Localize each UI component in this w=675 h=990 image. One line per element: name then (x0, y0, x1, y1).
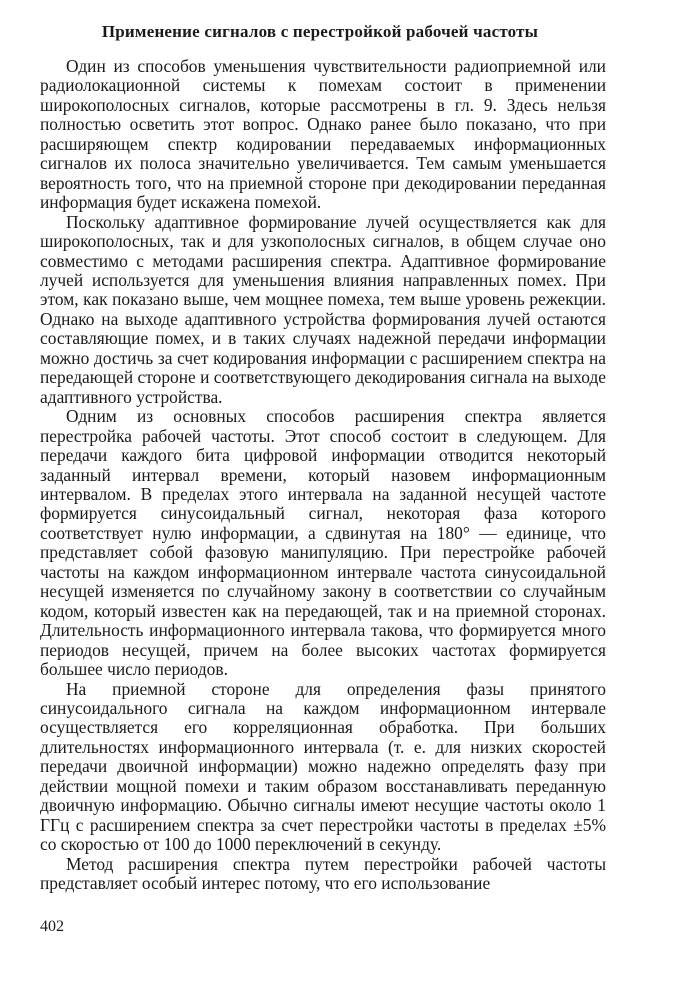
paragraph-1: Один из способов уменьшения чувствительности радиоприемной или радиолокационной системы к помехам состоит в применении широкополосных сигналов, которые рассмотрены в гл. 9. Здесь нельзя полностью осветить этот вопрос. Однако ранее было показано, что при расширяющем спектр кодировании передаваемых информационных сигналов их полоса значительно увеличивается. Тем самым уменьшается вероятность того, что на приемной стороне при декодировании переданная информация будет искажена помехой. (40, 56, 606, 213)
paragraph-5: Метод расширения спектра путем перестройки рабочей частоты представляет особый интерес потому, что его использование (40, 853, 606, 894)
paragraph-4: На приемной стороне для определения фазы принятого синусоидального сигнала на каждом информационном интервале осуществляется его корреляционная обработка. При больших длительностях информационного интервала (т. е. для низких скоростей передачи двоичной информации) можно надежно определять фазу при действии мощной помехи и таким образом восстанавливать переданную двоичную информацию. Обычно сигналы имеют несущие частоты около 1 ГГц с расширением спектра за счет перестройки частоты в пределах ±5% со скоростью от 100 до 1000 переключений в секунду. (40, 678, 606, 855)
page-number: 402 (40, 918, 64, 935)
section-heading: Применение сигналов с перестройкой рабочей частоты (101, 22, 539, 41)
body-text (40, 57, 606, 893)
paragraph-2: Поскольку адаптивное формирование лучей осуществляется как для широкополосных, так и для узкополосных сигналов, в общем случае оно совместимо с методами расширения спектра. Адаптивное формирование лучей используется для уменьшения влияния направленных помех. При этом, как показано выше, чем мощнее помеха, тем выше уровень режекции. Однако на выходе адаптивного устройства формирования лучей остаются составляющие помех, и в таких случаях надежной передачи информации можно достичь за счет кодирования информации с расширением спектра на передающей стороне и соответствующего декодирования сигнала на выходе адаптивного устройства. (40, 211, 607, 407)
paragraph-3: Одним из основных способов расширения спектра является перестройка рабочей частоты. Этот способ состоит в следующем. Для передачи каждого бита цифровой информации отводится некоторый заданный интервал времени, который назовем информационным интервалом. В пределах этого интервала на заданной несущей частоте формируется синусоидальный сигнал, некоторая фаза которого соответствует нулю информации, а сдвинутая на 180° — единице, что представляет собой фазовую манипуляцию. При перестройке рабочей частоты на каждом информационном интервале частота синусоидальной несущей изменяется по случайному закону в соответствии со случайным кодом, который известен как на передающей, так и на приемной сторонах. Длительность информационного интервала такова, что формируется много периодов несущей, причем на более высоких частотах формируется большее число периодов. (40, 406, 606, 680)
